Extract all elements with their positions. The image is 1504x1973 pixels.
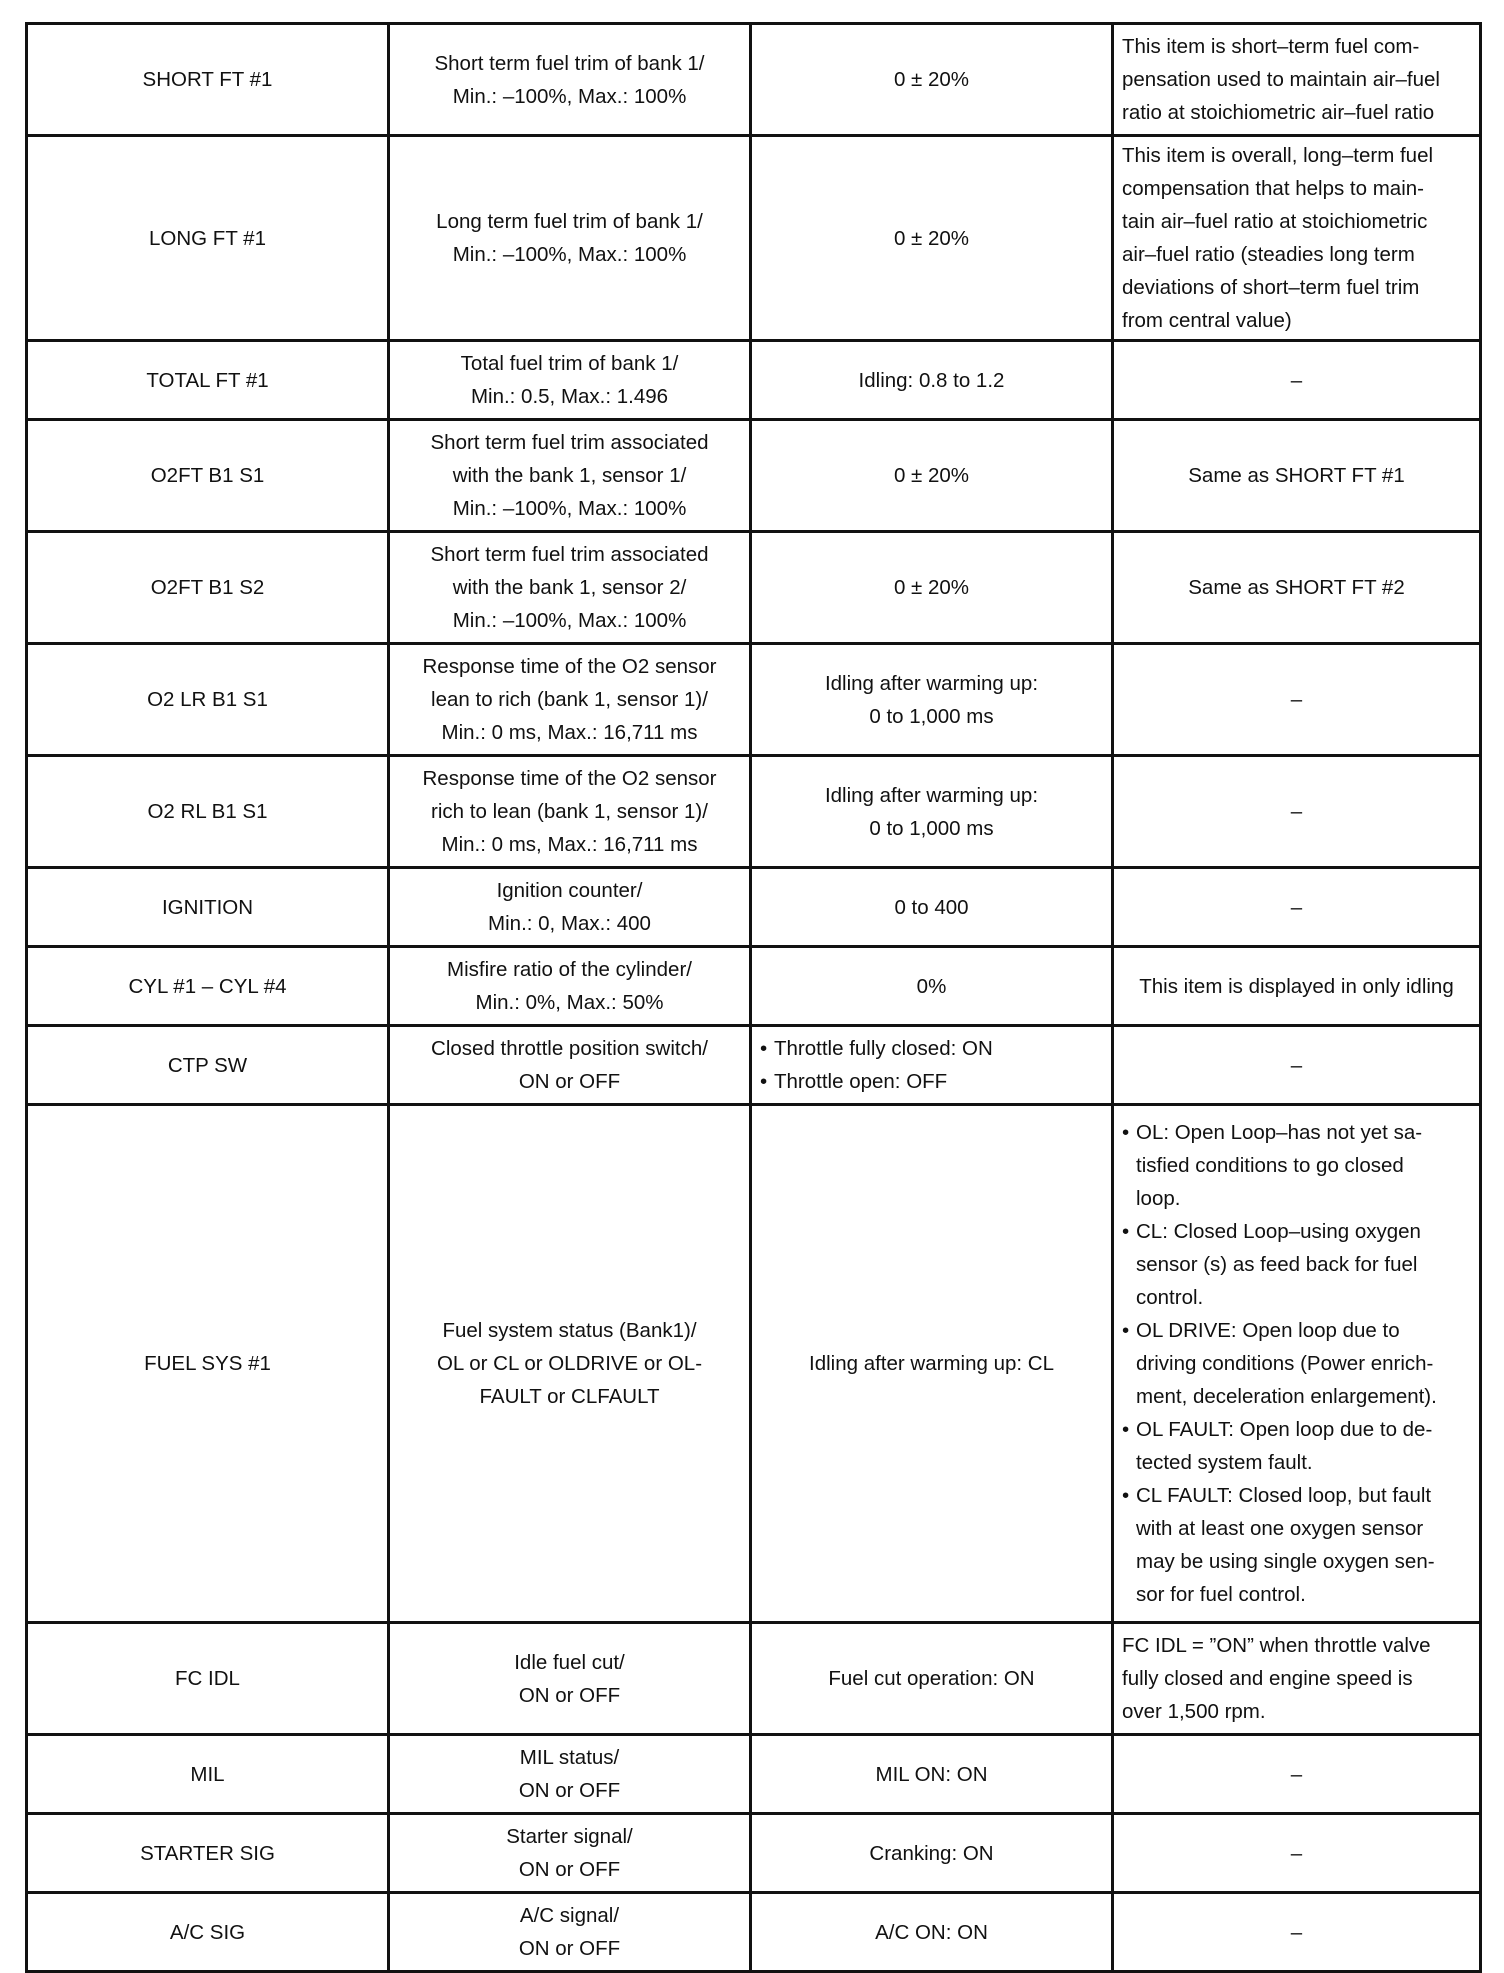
measurement-line: with the bank 1, sensor 1/ [452, 464, 687, 487]
item-cell: STARTER SIG [27, 1814, 389, 1893]
diagnostic-line: • OL DRIVE: Open loop due to [1136, 1319, 1400, 1342]
item-cell: FC IDL [27, 1623, 389, 1735]
measurement-line: Total fuel trim of bank 1/ [460, 352, 679, 375]
diagnostic-note-cell [1113, 420, 1481, 532]
diagnostic-line: sor for fuel control. [1136, 1583, 1306, 1606]
diagnostic-note-cell [1113, 644, 1481, 756]
condition-cell [751, 1623, 1113, 1735]
measurement-line: Min.: 0 ms, Max.: 16,711 ms [441, 833, 698, 856]
condition-line: A/C ON: ON [875, 1920, 988, 1944]
item-cell: O2 LR B1 S1 [27, 644, 389, 756]
table-row [27, 341, 1481, 420]
empty-dash: – [1290, 800, 1303, 823]
diagnostic-line: tain air–fuel ratio at stoichiometric [1122, 210, 1428, 233]
empty-dash: – [1290, 368, 1303, 392]
diagnostic-line: may be using single oxygen sen- [1136, 1550, 1435, 1573]
condition-line: Idling after warming up: [824, 671, 1039, 695]
condition-line: 0 to 400 [894, 895, 969, 919]
diagnostic-bullet [1122, 1116, 1471, 1215]
diagnostic-bullet [1122, 1314, 1471, 1413]
diagnostic-line: Same as SHORT FT #1 [1188, 464, 1405, 487]
table-row [27, 420, 1481, 532]
measurement-line: Min.: –100%, Max.: 100% [452, 84, 687, 108]
diagnostic-note-cell [1113, 136, 1481, 341]
measurement-cell [389, 756, 751, 868]
empty-dash: – [1290, 1762, 1303, 1786]
measurement-cell [389, 1893, 751, 1972]
diagnostic-line: control. [1136, 1286, 1204, 1309]
measurement-line: ON or OFF [518, 1683, 621, 1707]
table-row [27, 644, 1481, 756]
diagnostic-note-cell [1113, 1893, 1481, 1972]
condition-line: 0 ± 20% [893, 576, 970, 599]
measurement-line: Response time of the O2 sensor [422, 767, 717, 790]
condition-line: 0 ± 20% [893, 464, 970, 487]
item-cell: FUEL SYS #1 [27, 1105, 389, 1623]
measurement-cell [389, 24, 751, 136]
measurement-line: lean to rich (bank 1, sensor 1)/ [431, 688, 708, 711]
measurement-line: Long term fuel trim of bank 1/ [436, 210, 703, 233]
measurement-line: Short term fuel trim associated [430, 543, 709, 566]
condition-line: 0 ± 20% [893, 226, 970, 250]
diagnostic-note-cell [1113, 1026, 1481, 1105]
measurement-line: OL or CL or OLDRIVE or OL- [436, 1352, 703, 1375]
table-row [27, 1814, 1481, 1893]
condition-cell [751, 868, 1113, 947]
condition-cell [751, 947, 1113, 1026]
diagnostic-line: air–fuel ratio (steadies long term [1122, 243, 1415, 266]
measurement-line: Min.: 0%, Max.: 50% [475, 991, 664, 1014]
diagnostic-note-cell [1113, 756, 1481, 868]
condition-bullet: • Throttle fully closed: ON [760, 1032, 1103, 1065]
condition-bullet: • Throttle open: OFF [760, 1065, 1103, 1098]
measurement-cell [389, 1026, 751, 1105]
measurement-line: MIL status/ [519, 1746, 620, 1769]
item-cell: O2FT B1 S1 [27, 420, 389, 532]
diagnostic-bullet-list [1122, 1116, 1471, 1611]
measurement-line: Min.: 0.5, Max.: 1.496 [470, 385, 669, 408]
measurement-line: FAULT or CLFAULT [479, 1385, 660, 1408]
condition-cell [751, 341, 1113, 420]
diagnostic-line: from central value) [1122, 309, 1292, 332]
measurement-line: Ignition counter/ [496, 879, 643, 902]
measurement-line: ON or OFF [518, 1779, 621, 1802]
measurement-cell [389, 1814, 751, 1893]
measurement-line: Misfire ratio of the cylinder/ [447, 958, 692, 981]
empty-dash: – [1290, 688, 1303, 711]
condition-cell [751, 1105, 1113, 1623]
condition-line: 0 to 1,000 ms [869, 816, 994, 840]
measurement-line: Min.: –100%, Max.: 100% [452, 497, 687, 520]
diagnostic-line: fully closed and engine speed is [1122, 1667, 1413, 1690]
table-row [27, 756, 1481, 868]
diagnostic-bullet [1122, 1215, 1471, 1314]
diagnostic-line: with at least one oxygen sensor [1136, 1517, 1424, 1540]
empty-dash: – [1290, 1920, 1303, 1944]
table-row [27, 1623, 1481, 1735]
diagnostic-note-cell [1113, 947, 1481, 1026]
condition-line: Idling after warming up: CL [809, 1352, 1054, 1375]
measurement-line: Closed throttle position switch/ [431, 1037, 708, 1060]
measurement-line: ON or OFF [518, 1937, 621, 1960]
diagnostic-line: • CL: Closed Loop–using oxygen [1136, 1220, 1421, 1243]
measurement-line: Response time of the O2 sensor [422, 655, 717, 678]
condition-line: Idling: 0.8 to 1.2 [858, 368, 1005, 392]
condition-cell [751, 24, 1113, 136]
item-cell: O2 RL B1 S1 [27, 756, 389, 868]
measurement-cell [389, 644, 751, 756]
condition-cell [751, 136, 1113, 341]
diagnostic-line: ment, deceleration enlargement). [1136, 1385, 1437, 1408]
diagnostic-line: Same as SHORT FT #2 [1188, 576, 1405, 599]
measurement-cell [389, 341, 751, 420]
diagnostic-data-table [25, 22, 1482, 1973]
measurement-line: Short term fuel trim associated [430, 431, 709, 454]
diagnostic-line: tisfied conditions to go closed [1136, 1154, 1404, 1177]
diagnostic-line: This item is overall, long–term fuel [1122, 144, 1434, 167]
diagnostic-note-cell [1113, 1814, 1481, 1893]
condition-cell [751, 532, 1113, 644]
table-row [27, 1105, 1481, 1623]
condition-cell [751, 420, 1113, 532]
diagnostic-line: • OL: Open Loop–has not yet sa- [1136, 1121, 1423, 1144]
measurement-line: Starter signal/ [506, 1825, 633, 1848]
condition-line: Cranking: ON [869, 1841, 994, 1865]
item-cell: LONG FT #1 [27, 136, 389, 341]
diagnostic-note-cell [1113, 1735, 1481, 1814]
diagnostic-line: loop. [1136, 1187, 1181, 1210]
measurement-cell [389, 532, 751, 644]
diagnostic-line: • OL FAULT: Open loop due to de- [1136, 1418, 1433, 1441]
measurement-cell [389, 1735, 751, 1814]
measurement-line: with the bank 1, sensor 2/ [452, 576, 687, 599]
measurement-line: rich to lean (bank 1, sensor 1)/ [431, 800, 708, 823]
condition-line: Fuel cut operation: ON [828, 1667, 1035, 1690]
measurement-line: Min.: –100%, Max.: 100% [452, 243, 687, 266]
table-row [27, 24, 1481, 136]
diagnostic-note-cell [1113, 24, 1481, 136]
item-cell: TOTAL FT #1 [27, 341, 389, 420]
diagnostic-line: compensation that helps to main- [1122, 177, 1424, 200]
diagnostic-note-cell [1113, 341, 1481, 420]
diagnostic-line: This item is displayed in only idling [1139, 974, 1454, 998]
diagnostic-note-cell [1113, 868, 1481, 947]
measurement-line: Min.: –100%, Max.: 100% [452, 609, 687, 632]
measurement-cell [389, 1623, 751, 1735]
diagnostic-line: sensor (s) as feed back for fuel [1136, 1253, 1418, 1276]
item-cell: O2FT B1 S2 [27, 532, 389, 644]
condition-cell [751, 644, 1113, 756]
condition-line: 0 ± 20% [893, 68, 970, 91]
item-cell: A/C SIG [27, 1893, 389, 1972]
table-row [27, 947, 1481, 1026]
measurement-cell [389, 420, 751, 532]
measurement-line: A/C signal/ [519, 1904, 620, 1927]
empty-dash: – [1290, 1841, 1303, 1865]
diagnostic-line: over 1,500 rpm. [1122, 1700, 1266, 1723]
condition-line: Idling after warming up: [824, 783, 1039, 807]
table-row [27, 868, 1481, 947]
condition-line: 0 to 1,000 ms [869, 704, 994, 728]
item-cell: CTP SW [27, 1026, 389, 1105]
diagnostic-bullet [1122, 1413, 1471, 1479]
measurement-line: ON or OFF [518, 1858, 621, 1881]
diagnostic-line: ratio at stoichiometric air–fuel ratio [1122, 101, 1435, 124]
empty-dash: – [1290, 1053, 1303, 1077]
diagnostic-line: pensation used to maintain air–fuel [1122, 68, 1440, 91]
diagnostic-note-cell [1113, 1623, 1481, 1735]
diagnostic-note-cell [1113, 1105, 1481, 1623]
diagnostic-line: deviations of short–term fuel trim [1122, 276, 1420, 299]
measurement-line: Fuel system status (Bank1)/ [442, 1319, 697, 1342]
measurement-line: Min.: 0 ms, Max.: 16,711 ms [441, 721, 698, 744]
condition-line: 0% [916, 974, 947, 998]
empty-dash: – [1290, 895, 1303, 919]
measurement-line: Short term fuel trim of bank 1/ [434, 51, 705, 75]
diagnostic-line: • CL FAULT: Closed loop, but fault [1136, 1484, 1432, 1507]
condition-cell [751, 1893, 1113, 1972]
measurement-cell [389, 1105, 751, 1623]
diagnostic-bullet [1122, 1479, 1471, 1611]
measurement-line: Idle fuel cut/ [514, 1650, 625, 1674]
measurement-line: ON or OFF [518, 1070, 621, 1093]
table-row [27, 532, 1481, 644]
condition-cell [751, 1026, 1113, 1105]
condition-cell [751, 756, 1113, 868]
table-row [27, 1026, 1481, 1105]
measurement-cell [389, 136, 751, 341]
measurement-line: Min.: 0, Max.: 400 [488, 912, 651, 935]
item-cell: MIL [27, 1735, 389, 1814]
diagnostic-line: FC IDL = ”ON” when throttle valve [1122, 1634, 1431, 1657]
measurement-cell [389, 868, 751, 947]
item-cell: CYL #1 – CYL #4 [27, 947, 389, 1026]
diagnostic-line: This item is short–term fuel com- [1122, 35, 1420, 58]
diagnostic-line: tected system fault. [1136, 1451, 1313, 1474]
condition-cell [751, 1735, 1113, 1814]
diagnostic-line: driving conditions (Power enrich- [1136, 1352, 1434, 1375]
table-row [27, 1893, 1481, 1972]
diagnostic-note-cell [1113, 532, 1481, 644]
item-cell: IGNITION [27, 868, 389, 947]
item-cell: SHORT FT #1 [27, 24, 389, 136]
table-row [27, 136, 1481, 341]
table-row [27, 1735, 1481, 1814]
condition-cell [751, 1814, 1113, 1893]
measurement-cell [389, 947, 751, 1026]
condition-line: MIL ON: ON [875, 1762, 988, 1786]
